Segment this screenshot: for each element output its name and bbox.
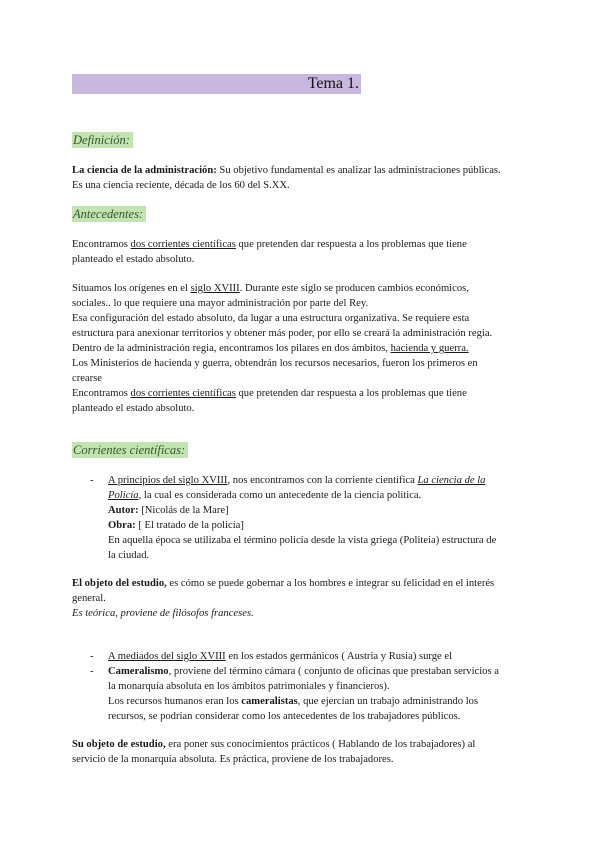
text: sociales.. lo que requiere una mayor administración por parte del Rey.: [72, 298, 369, 309]
page-title: Tema 1.: [307, 75, 359, 92]
list-bullet: -: [90, 666, 94, 677]
section-heading-antecedentes: Antecedentes:: [72, 206, 146, 222]
objeto-label: El objeto del estudio,: [72, 578, 167, 589]
text: Esa configuración del estado absoluto, da lugar a una estructura organizativa. Se requiere esta: [72, 313, 470, 324]
definicion-paragraph: [72, 163, 532, 193]
text: planteado el estado absoluto.: [72, 403, 195, 414]
obra-label: Obra:: [108, 520, 136, 531]
text: es cómo se puede gobernar a los hombres e integrar su felicidad en el interés: [166, 578, 495, 589]
text: En aquella época se utilizaba el término policía desde la vista griega (Politeia) estructura de: [108, 535, 497, 546]
text: , nos encontramos con la corriente científica: [227, 475, 418, 486]
section-heading-definicion: Definición:: [72, 132, 133, 148]
italic-underlined-text: La ciencia de la: [417, 475, 486, 486]
text: la monarquía absoluta en los ámbitos patrimoniales y financieros).: [108, 681, 390, 692]
text: recursos, se podrían considerar como los antecedentes de los trabajadores públicos.: [108, 711, 461, 722]
bold-term: cameralistas: [241, 696, 298, 707]
definicion-term: La ciencia de la administración:: [72, 165, 217, 176]
definicion-text: Su objetivo fundamental es analizar las administraciones públicas.: [216, 165, 501, 176]
text: , la cual es considerada como un antecedente de la ciencia política.: [138, 490, 422, 501]
text: era poner sus conocimientos prácticos ( Hablando de los trabajadores) al: [165, 739, 476, 750]
text: estructura para anexionar territorios y obtener más poder, por ello se creará la administración regia.: [72, 328, 493, 339]
section-heading-corrientes: Corrientes científicas:: [72, 442, 188, 458]
text: Encontramos: [72, 239, 131, 250]
text: , que ejercían un trabajo administrando los: [297, 696, 479, 707]
text: que pretenden dar respuesta a los problemas que tiene: [235, 239, 467, 250]
text: Los recursos humanos eran los: [108, 696, 242, 707]
antecedentes-paragraph-2: [72, 281, 532, 416]
italic-text: Es teórica, proviene de filósofos franceses.: [72, 608, 254, 619]
list-bullet: -: [90, 651, 94, 662]
text: , proviene del término cámara ( conjunto de oficinas que prestaban servicios a: [168, 666, 499, 677]
underlined-text: dos corrientes científicas: [130, 239, 236, 250]
text: . Durante este siglo se producen cambios económicos,: [239, 283, 469, 294]
definicion-text-line2: Es una ciencia reciente, década de los 60 del S.XX.: [72, 180, 290, 191]
text: crearse: [72, 373, 102, 384]
text: servicio de la monarquía absoluta. Es práctica, proviene de los trabajadores.: [72, 754, 394, 765]
underlined-text: dos corrientes científicas: [130, 388, 236, 399]
autor-label: Autor:: [108, 505, 139, 516]
antecedentes-paragraph-1: [72, 237, 532, 267]
text: en los estados germánicos ( Austria y Rusia) surge el: [225, 651, 453, 662]
obra-value: [ El tratado de la policía]: [135, 520, 244, 531]
text: Dentro de la administración regia, encontramos los pilares en dos ámbitos,: [72, 343, 391, 354]
objeto-label: Su objeto de estudio,: [72, 739, 166, 750]
underlined-text: A principios del siglo XVIII: [108, 475, 228, 486]
underlined-text: siglo XVIII: [190, 283, 240, 294]
text: planteado el estado absoluto.: [72, 254, 195, 265]
text: general.: [72, 593, 106, 604]
underlined-text: A mediados del siglo XVIII: [108, 651, 226, 662]
list-item-mediados: [108, 649, 524, 664]
text: Situamos los orígenes en el: [72, 283, 191, 294]
list-bullet: -: [90, 475, 94, 486]
objeto-estudio-paragraph-2: [72, 737, 532, 767]
text: Encontramos: [72, 388, 131, 399]
title-banner: [72, 74, 361, 94]
bold-term: Cameralismo: [108, 666, 169, 677]
text: que pretenden dar respuesta a los problemas que tiene: [235, 388, 467, 399]
autor-value: [Nicolás de la Mare]: [138, 505, 229, 516]
underlined-text: hacienda y guerra.: [390, 343, 469, 354]
objeto-estudio-paragraph-1: [72, 576, 532, 621]
text: Los Ministerios de hacienda y guerra, obtendrán los recursos necesarios, fueron los primeros en: [72, 358, 478, 369]
list-item-policia: [108, 473, 524, 563]
text: la ciudad.: [108, 550, 150, 561]
italic-underlined-text: Policía: [108, 490, 139, 501]
list-item-cameralismo: [108, 664, 524, 724]
